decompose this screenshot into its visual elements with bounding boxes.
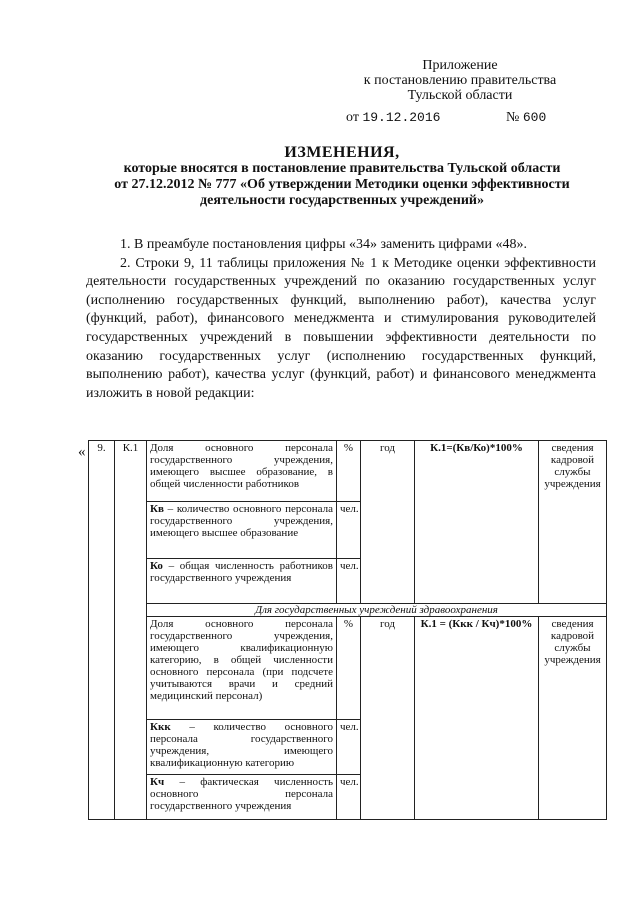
sub-indicator-kkk: Ккк – количество основного персонала государственного учреждения, имеющего квалификационную категорию xyxy=(147,720,337,775)
row-number: 9. xyxy=(89,441,115,820)
indicator-description-2: Доля основного персонала государственного учреждения, имеющего квалификационную категорию, в общей численности основного персонала (при подсчете учитываются врачи и средний медицинский персонал) xyxy=(147,617,337,720)
appendix-ref: к постановлению правительства xyxy=(363,73,557,88)
sub-indicator-ko: Ко – общая численность работников государственного учреждения xyxy=(147,559,337,604)
heading-line-2: от 27.12.2012 № 777 «Об утверждении Методики оценки эффективности xyxy=(114,177,570,192)
appendix-block xyxy=(340,58,580,103)
indicator-description-1: Доля основного персонала государственного учреждения, имеющего высшее образование, в общей численности работников xyxy=(147,441,337,502)
unit-ko: чел. xyxy=(337,559,361,604)
body-text xyxy=(86,236,596,403)
from-label: от xyxy=(346,110,359,125)
table-row xyxy=(89,617,607,720)
unit-2: % xyxy=(337,617,361,720)
key-kch: Кч xyxy=(150,776,165,788)
document-heading xyxy=(86,145,598,209)
decree-number: 600 xyxy=(522,110,547,125)
appendix-title: Приложение xyxy=(422,58,498,73)
heading-line-3: деятельности государственных учреждений» xyxy=(200,193,484,208)
unit-kch: чел. xyxy=(337,775,361,820)
unit-kkk: чел. xyxy=(337,720,361,775)
row-code: К.1 xyxy=(115,441,147,820)
paragraph-2: 2. Строки 9, 11 таблицы приложения № 1 к Методике оценки эффективности деятельности государственных учреждений по оказанию государственных услуг (исполнению государственных функций, выполнению работ), качества услуг (функций, работ), финансового менеджмента и стимулирования руководителей государственных учреждений в повышении эффективности деятельности по оказанию государственных услуг (исполнению государственных функций, выполнению работ), качества услуг (функций, работ) и финансового менеджмента изложить в новой редакции: xyxy=(86,255,596,401)
healthcare-subheading: Для государственных учреждений здравоохранения xyxy=(147,604,607,617)
heading-title: ИЗМЕНЕНИЯ, xyxy=(284,144,400,161)
formula-2: К.1 = (Ккк / Кч)*100% xyxy=(415,617,539,820)
source-1: сведения кадровой службы учреждения xyxy=(539,441,607,604)
sub-indicator-kv: Кв – количество основного персонала государственного учреждения, имеющего высшее образование xyxy=(147,502,337,559)
table-row xyxy=(89,441,607,502)
unit-1: % xyxy=(337,441,361,502)
source-2: сведения кадровой службы учреждения xyxy=(539,617,607,820)
unit-kv: чел. xyxy=(337,502,361,559)
heading-line-1: которые вносятся в постановление правительства Тульской области xyxy=(123,161,561,176)
key-kkk: Ккк xyxy=(150,721,171,733)
sub-indicator-kch: Кч – фактическая численность основного персонала государственного учреждения xyxy=(147,775,337,820)
key-kv: Кв xyxy=(150,503,164,515)
formula-1: К.1=(Кв/Ко)*100% xyxy=(415,441,539,604)
key-ko: Ко xyxy=(150,560,163,572)
period-2: год xyxy=(361,617,415,820)
table-row xyxy=(89,604,607,617)
paragraph-1: 1. В преамбуле постановления цифры «34» заменить цифрами «48». xyxy=(120,237,527,252)
open-quote: « xyxy=(78,444,86,460)
number-label: № xyxy=(506,110,520,125)
period-1: год xyxy=(361,441,415,604)
decree-date-line xyxy=(346,110,586,126)
decree-date: 19.12.2016 xyxy=(362,110,441,125)
indicator-table xyxy=(88,440,607,820)
appendix-region: Тульской области xyxy=(407,88,513,103)
